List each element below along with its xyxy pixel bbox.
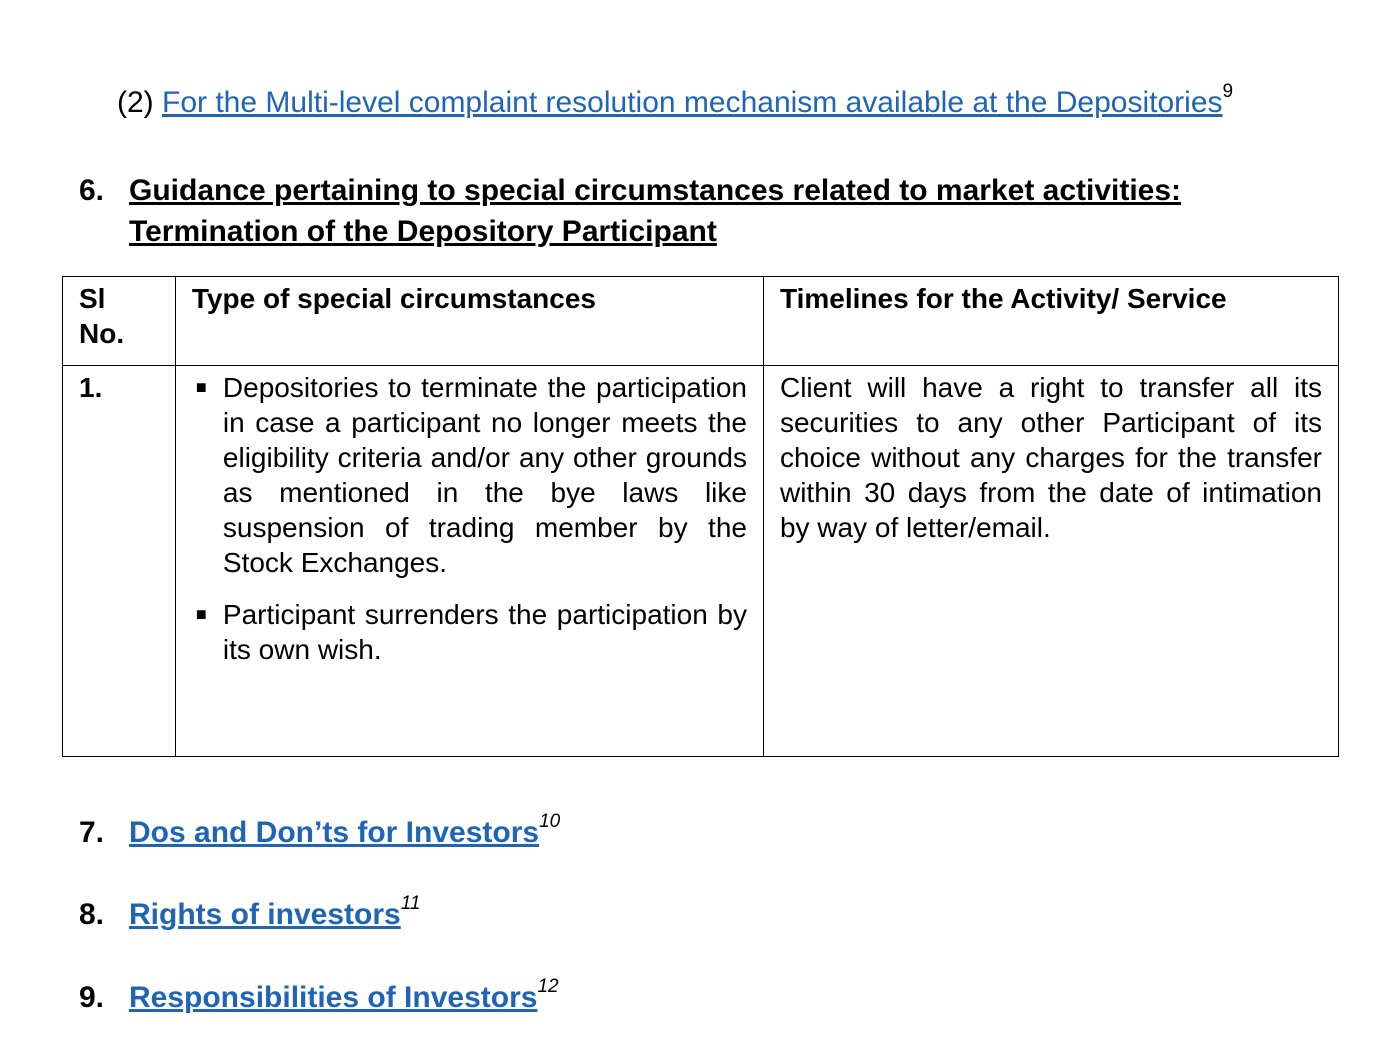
section-9-heading (79, 976, 559, 1015)
header-sl-line1: Sl (79, 283, 106, 314)
list-item-text: Depositories to terminate the participation in case a participant no longer meets the eligibility criteria and/or any other grounds as mentioned in the bye laws like suspension of trading member by the Stock Exchanges. (222, 372, 747, 578)
header-type: Type of special circumstances (175, 277, 763, 366)
special-circumstances-table (62, 276, 1339, 757)
section-8-heading (79, 893, 421, 932)
header-sl-line2: No. (79, 318, 125, 349)
footnote-12: 12 (537, 976, 559, 997)
header-sl-no (63, 277, 176, 366)
rights-of-investors-link[interactable]: Rights of investors (129, 898, 401, 931)
section-7-number: 7. (79, 816, 105, 849)
square-bullet-icon: ■ (195, 377, 207, 397)
timeline-text: Client will have a right to transfer all its securities to any other Participant of its choice without any charges for the transfer within 30 days from the date of intimation by way of letter/email. (779, 372, 1322, 543)
section-7-heading (79, 811, 561, 850)
responsibilities-of-investors-link[interactable]: Responsibilities of Investors (129, 981, 538, 1014)
row-type-cell (175, 366, 763, 757)
circumstances-list (192, 370, 747, 667)
section-6-title (129, 170, 1359, 252)
section-9-number: 9. (79, 981, 105, 1014)
section-6-title-line2: Termination of the Depository Participant (129, 215, 717, 248)
multi-level-complaint-link[interactable]: For the Multi-level complaint resolution mechanism available at the Depositories (162, 86, 1223, 119)
section-6-number: 6. (79, 174, 105, 207)
header-timeline: Timelines for the Activity/ Service (763, 277, 1338, 366)
footnote-9: 9 (1222, 81, 1234, 102)
item-2-line (117, 81, 1234, 120)
section-8-number: 8. (79, 898, 105, 931)
footnote-11: 11 (400, 893, 421, 914)
list-item (192, 370, 747, 580)
item-2-prefix: (2) (117, 86, 154, 119)
row-timeline-cell (763, 366, 1338, 757)
dos-and-donts-link[interactable]: Dos and Don’ts for Investors (129, 816, 540, 849)
square-bullet-icon: ■ (195, 604, 207, 624)
list-item (192, 597, 747, 667)
table-header-row (63, 277, 1339, 366)
table-row (63, 366, 1339, 757)
row-sl-value: 1. (63, 366, 176, 757)
list-item-text: Participant surrenders the participation by its own wish. (222, 599, 747, 665)
section-6-title-line1: Guidance pertaining to special circumstances related to market activities: (129, 174, 1182, 207)
footnote-10: 10 (539, 811, 561, 832)
